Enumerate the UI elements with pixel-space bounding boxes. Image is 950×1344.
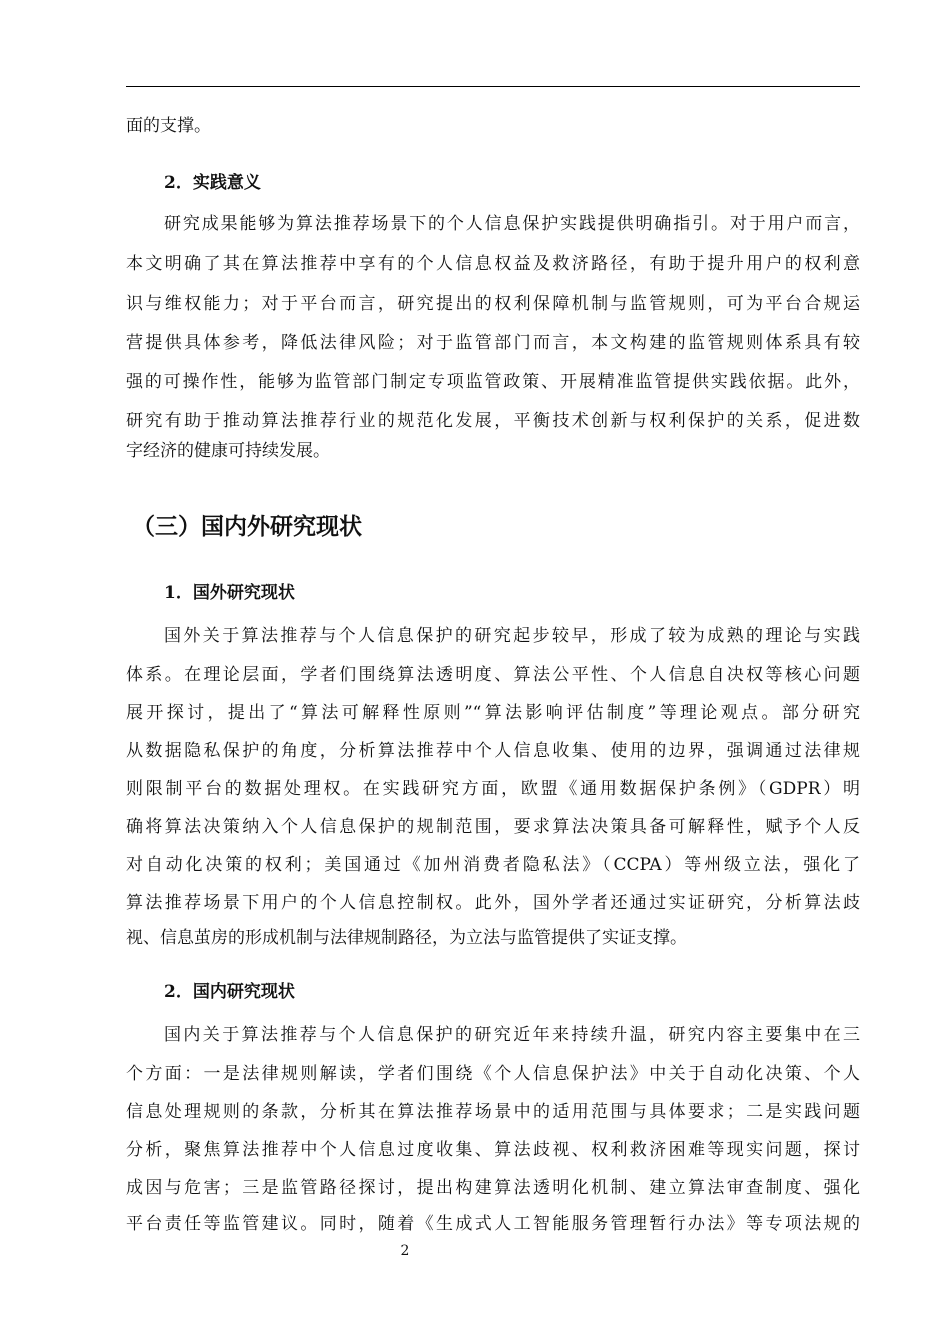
paragraph-line: 则限制平台的数据处理权。在实践研究方面，欧盟《通用数据保护条例》（GDPR）明 bbox=[126, 779, 860, 799]
paragraph-line: 研究有助于推动算法推荐行业的规范化发展，平衡技术创新与权利保护的关系，促进数 bbox=[126, 411, 860, 431]
paragraph-line: 平台责任等监管建议。同时，随着《生成式人工智能服务管理暂行办法》等专项法规的 bbox=[126, 1214, 860, 1234]
paragraph-line: 信息处理规则的条款，分析其在算法推荐场景中的适用范围与具体要求；二是实践问题 bbox=[126, 1102, 860, 1122]
paragraph-line: 个方面：一是法律规则解读，学者们围绕《个人信息保护法》中关于自动化决策、个人 bbox=[126, 1064, 860, 1084]
page-number: 2 bbox=[400, 1243, 410, 1259]
paragraph-line: 确将算法决策纳入个人信息保护的规制范围，要求算法决策具备可解释性，赋予个人反 bbox=[126, 817, 860, 837]
paragraph-line: 国内关于算法推荐与个人信息保护的研究近年来持续升温，研究内容主要集中在三 bbox=[164, 1025, 860, 1045]
paragraph-line: 从数据隐私保护的角度，分析算法推荐中个人信息收集、使用的边界，强调通过法律规 bbox=[126, 741, 860, 761]
paragraph-line: 强的可操作性，能够为监管部门制定专项监管政策、开展精准监管提供实践依据。此外， bbox=[126, 372, 860, 392]
paragraph-line: 本文明确了其在算法推荐中享有的个人信息权益及救济路径，有助于提升用户的权利意 bbox=[126, 254, 860, 274]
paragraph-line: 成因与危害；三是监管路径探讨，提出构建算法透明化机制、建立算法审查制度、强化 bbox=[126, 1178, 860, 1198]
paragraph-line: 视、信息茧房的形成机制与法律规制路径，为立法与监管提供了实证支撑。 bbox=[126, 928, 687, 948]
paragraph-line: 算法推荐场景下用户的个人信息控制权。此外，国外学者还通过实证研究，分析算法歧 bbox=[126, 893, 860, 913]
paragraph-line: 营提供具体参考，降低法律风险；对于监管部门而言，本文构建的监管规则体系具有较 bbox=[126, 333, 860, 353]
paragraph-line: 展开探讨，提出了“算法可解释性原则”“算法影响评估制度”等理论观点。部分研究 bbox=[126, 703, 860, 723]
paragraph-line: 字经济的健康可持续发展。 bbox=[126, 441, 330, 461]
paragraph-line: 分析，聚焦算法推荐中个人信息过度收集、算法歧视、权利救济困难等现实问题，探讨 bbox=[126, 1140, 860, 1160]
paragraph-line: 对自动化决策的权利；美国通过《加州消费者隐私法》（CCPA）等州级立法，强化了 bbox=[126, 855, 860, 875]
heading-practical-significance: 2．实践意义 bbox=[164, 173, 261, 193]
heading-domestic-research: 2．国内研究现状 bbox=[164, 982, 295, 1002]
paragraph-line: 体系。在理论层面，学者们围绕算法透明度、算法公平性、个人信息自决权等核心问题 bbox=[126, 665, 860, 685]
paragraph-continuation: 面的支撑。 bbox=[126, 116, 211, 136]
paragraph-line: 国外关于算法推荐与个人信息保护的研究起步较早，形成了较为成熟的理论与实践 bbox=[164, 626, 860, 646]
heading-foreign-research: 1．国外研究现状 bbox=[164, 583, 295, 603]
header-rule bbox=[126, 86, 860, 87]
paragraph-line: 识与维权能力；对于平台而言，研究提出的权利保障机制与监管规则，可为平台合规运 bbox=[126, 294, 860, 314]
heading-research-status: （三）国内外研究现状 bbox=[132, 513, 362, 540]
paragraph-line: 研究成果能够为算法推荐场景下的个人信息保护实践提供明确指引。对于用户而言， bbox=[164, 214, 860, 234]
